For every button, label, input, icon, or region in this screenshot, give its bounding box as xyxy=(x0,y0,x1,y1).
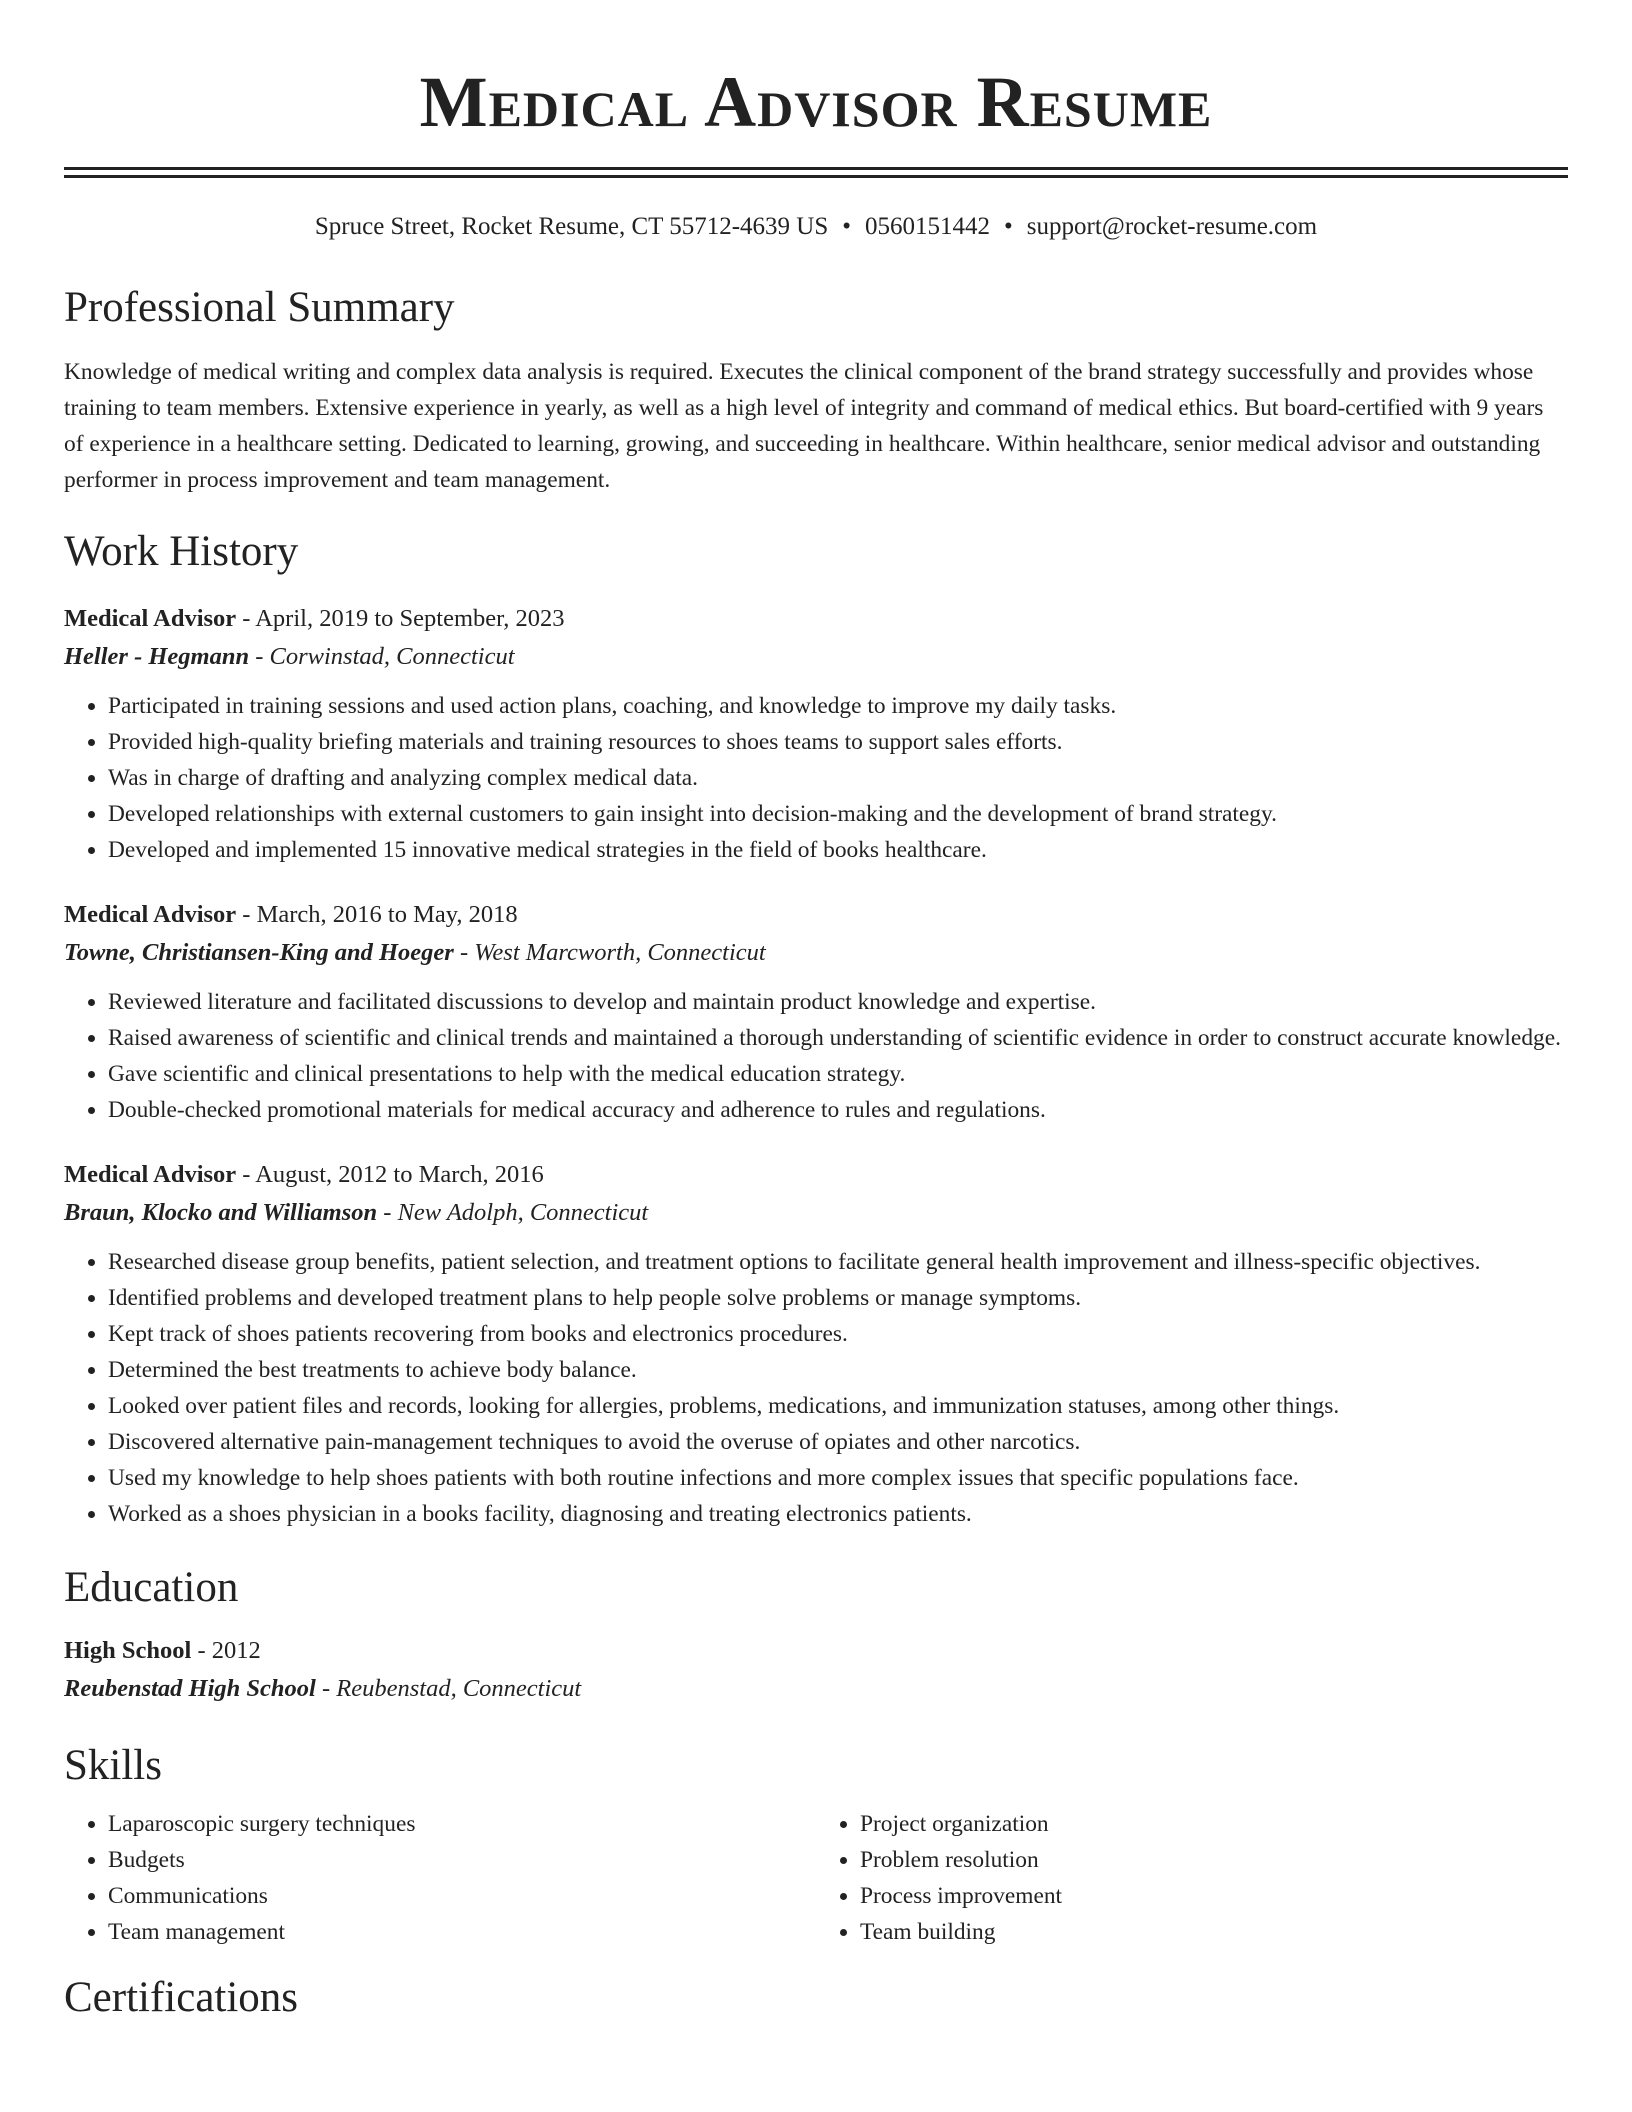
contact-address: Spruce Street, Rocket Resume, CT 55712-4639 US xyxy=(314,213,829,240)
job-duty: • Gave scientific and clinical presentations to help with the medical education strategy. xyxy=(108,1056,1568,1092)
employer-location: New Adolph, Connecticut xyxy=(397,1199,649,1226)
job-duties-list xyxy=(64,984,1568,1128)
job-duty: • Worked as a shoes physician in a books facility, diagnosing and treating electronics patients. xyxy=(108,1496,1568,1532)
summary-heading: Professional Summary xyxy=(64,284,455,331)
job-title: Medical Advisor xyxy=(64,605,237,632)
job-duty: • Double-checked promotional materials for medical accuracy and adherence to rules and regulations. xyxy=(108,1092,1568,1128)
job-dates: August, 2012 to March, 2016 xyxy=(255,1161,544,1188)
contact-separator: • xyxy=(842,213,852,240)
dash: - xyxy=(236,605,256,632)
job-duty: • Researched disease group benefits, patient selection, and treatment options to facilitate general health improvement and illness-specific objectives. xyxy=(108,1244,1568,1280)
certifications-section xyxy=(64,1972,1568,2024)
dash: - xyxy=(236,901,257,928)
skill-item: • Communications xyxy=(108,1878,816,1914)
employer-name: Braun, Klocko and Williamson xyxy=(64,1199,378,1226)
job-duty: • Provided high-quality briefing materials and training resources to shoes teams to support sales efforts. xyxy=(108,724,1568,760)
dash: - xyxy=(315,1675,337,1702)
dash: - xyxy=(453,939,475,966)
school-location: Reubenstad, Connecticut xyxy=(336,1675,582,1702)
job-entry xyxy=(64,1156,1568,1532)
job-entry xyxy=(64,600,1568,868)
skill-item: • Laparoscopic surgery techniques xyxy=(108,1806,816,1842)
contact-line xyxy=(64,212,1568,242)
job-duty: • Reviewed literature and facilitated discussions to develop and maintain product knowledge and expertise. xyxy=(108,984,1568,1020)
job-duty: • Discovered alternative pain-management techniques to avoid the overuse of opiates and other narcotics. xyxy=(108,1424,1568,1460)
job-duty: • Participated in training sessions and used action plans, coaching, and knowledge to improve my daily tasks. xyxy=(108,688,1568,724)
job-title: Medical Advisor xyxy=(64,1161,237,1188)
job-title-line xyxy=(64,896,1568,934)
job-duty: • Kept track of shoes patients recovering from books and electronics procedures. xyxy=(108,1316,1568,1352)
contact-phone: 0560151442 xyxy=(865,213,991,240)
education-section xyxy=(64,1562,1568,1708)
job-duties-list xyxy=(64,688,1568,868)
skills-heading: Skills xyxy=(64,1742,162,1789)
summary-section xyxy=(64,282,1568,498)
work-history-heading: Work History xyxy=(64,528,299,575)
skill-item: • Problem resolution xyxy=(860,1842,1568,1878)
dash: - xyxy=(249,643,270,670)
employer-name: Towne, Christiansen-King and Hoeger xyxy=(64,939,454,966)
employer-line xyxy=(64,1194,1568,1232)
job-duty: • Used my knowledge to help shoes patients with both routine infections and more complex issues that specific populations face. xyxy=(108,1460,1568,1496)
skill-item: • Process improvement xyxy=(860,1878,1568,1914)
dash: - xyxy=(236,1161,256,1188)
skill-item: • Project organization xyxy=(860,1806,1568,1842)
employer-line xyxy=(64,638,1568,676)
job-duty: • Raised awareness of scientific and clinical trends and maintained a thorough understanding of scientific evidence in order to construct accurate knowledge. xyxy=(108,1020,1568,1056)
employer-location: Corwinstad, Connecticut xyxy=(269,643,515,670)
skills-list-right xyxy=(816,1806,1568,1950)
job-duty: • Was in charge of drafting and analyzing complex medical data. xyxy=(108,760,1568,796)
certifications-heading: Certifications xyxy=(64,1974,299,2021)
dash: - xyxy=(377,1199,398,1226)
job-duty: • Developed and implemented 15 innovative medical strategies in the field of books healthcare. xyxy=(108,832,1568,868)
employer-name: Heller - Hegmann xyxy=(64,643,250,670)
job-duties-list xyxy=(64,1244,1568,1532)
job-title-line xyxy=(64,600,1568,638)
job-duty: • Determined the best treatments to achieve body balance. xyxy=(108,1352,1568,1388)
degree-line xyxy=(64,1632,1568,1670)
education-heading: Education xyxy=(64,1564,239,1611)
dash: - xyxy=(191,1637,212,1664)
school-line xyxy=(64,1670,1568,1708)
title-divider xyxy=(64,167,1568,178)
job-title: Medical Advisor xyxy=(64,901,237,928)
job-duty: • Looked over patient files and records, looking for allergies, problems, medications, and immunization statuses, among other things. xyxy=(108,1388,1568,1424)
employer-line xyxy=(64,934,1568,972)
skill-item: • Budgets xyxy=(108,1842,816,1878)
skill-item: • Team building xyxy=(860,1914,1568,1950)
contact-email: support@rocket-resume.com xyxy=(1026,213,1318,240)
skills-section xyxy=(64,1740,1568,1950)
education-entry xyxy=(64,1632,1568,1708)
job-duty: • Identified problems and developed treatment plans to help people solve problems or manage symptoms. xyxy=(108,1280,1568,1316)
graduation-year: 2012 xyxy=(211,1637,261,1664)
job-dates: April, 2019 to September, 2023 xyxy=(255,605,565,632)
skill-item: • Team management xyxy=(108,1914,816,1950)
summary-text: Knowledge of medical writing and complex data analysis is required. Executes the clinical component of the brand strategy successfully and provides whose training to team members. Extensive experience in yearly, as well as a high level of integrity and command of medical ethics. But board-certified with 9 years of experience in a healthcare setting. Dedicated to learning, growing, and succeeding in healthcare. Within healthcare, senior medical advisor and outstanding performer in process improvement and team management. xyxy=(64,359,1544,493)
contact-separator: • xyxy=(1004,213,1013,240)
resume-title: Medical Advisor Resume xyxy=(419,62,1213,142)
employer-location: West Marcworth, Connecticut xyxy=(474,939,766,966)
work-history-section xyxy=(64,526,1568,1532)
degree: High School xyxy=(64,1637,192,1664)
school-name: Reubenstad High School xyxy=(64,1675,316,1702)
skills-list-left xyxy=(64,1806,816,1950)
skills-columns xyxy=(64,1806,1568,1950)
job-entry xyxy=(64,896,1568,1128)
job-title-line xyxy=(64,1156,1568,1194)
job-dates: March, 2016 to May, 2018 xyxy=(256,901,518,928)
job-duty: • Developed relationships with external customers to gain insight into decision-making and the development of brand strategy. xyxy=(108,796,1568,832)
